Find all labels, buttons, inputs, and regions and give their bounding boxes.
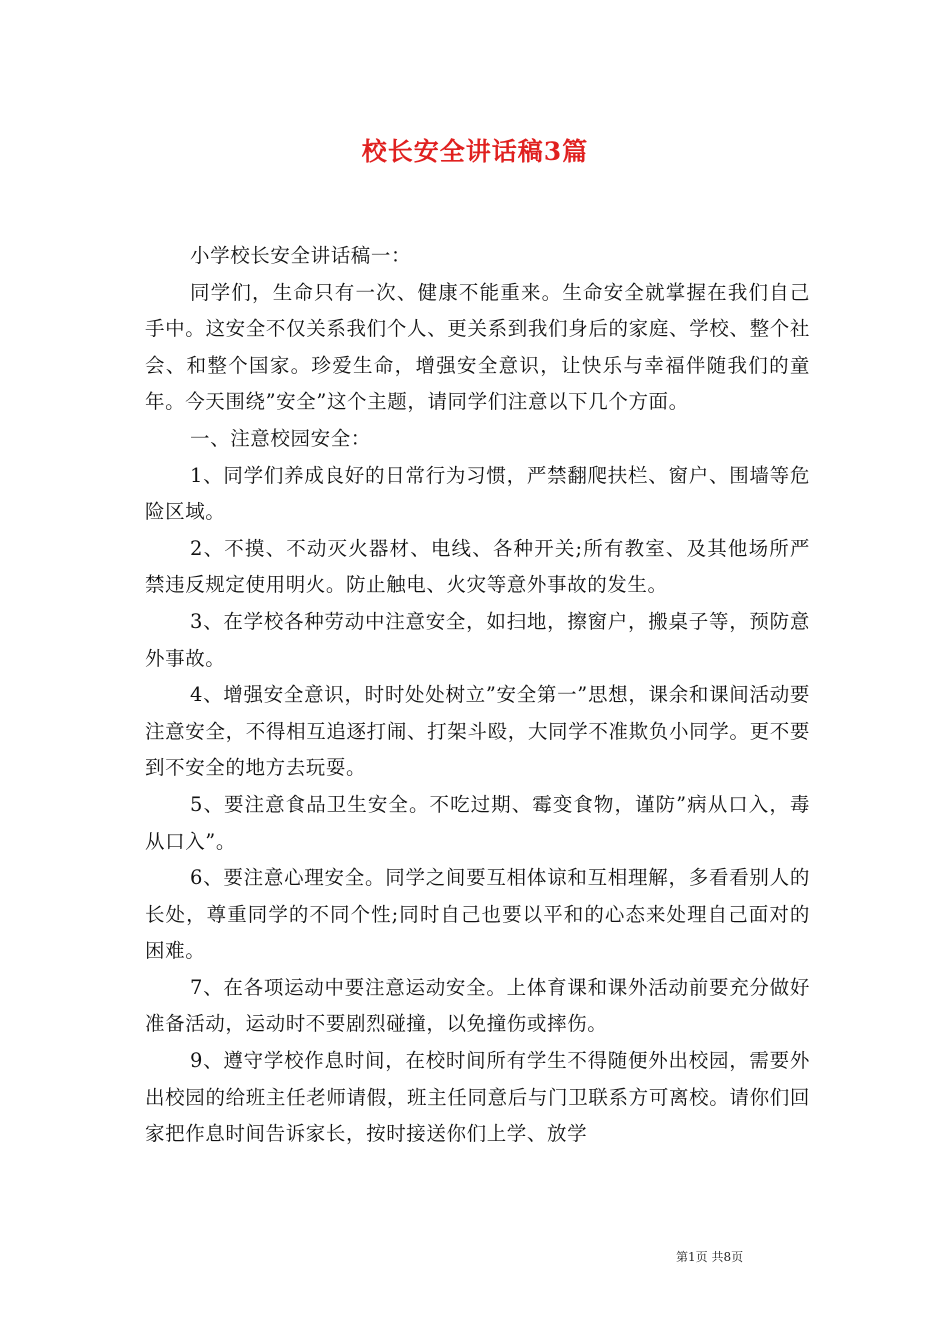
- list-item: 6、要注意心理安全。同学之间要互相体谅和互相理解，多看看别人的长处，尊重同学的不同个性;同时自己也要以平和的心态来处理自己面对的困难。: [145, 866, 810, 963]
- section-heading: 小学校长安全讲话稿一：: [190, 244, 412, 267]
- list-item: 7、在各项运动中要注意运动安全。上体育课和课外活动前要充分做好准备活动，运动时不要剧烈碰撞，以免撞伤或摔伤。: [145, 975, 810, 1036]
- list-item: 3、在学校各种劳动中注意安全，如扫地，擦窗户，搬桌子等，预防意外事故。: [145, 609, 810, 670]
- page-title: 校长安全讲话稿3篇: [361, 137, 589, 166]
- footer-prefix: 第: [676, 1250, 689, 1264]
- footer-suffix: 页: [731, 1250, 744, 1264]
- footer-middle: 页 共: [695, 1250, 724, 1264]
- list-item: 1、同学们养成良好的日常行为习惯，严禁翻爬扶栏、窗户、围墙等危险区域。: [145, 463, 810, 524]
- total-page-count: 8: [723, 1250, 732, 1264]
- document-body: [145, 238, 810, 1153]
- section-heading: 一、注意校园安全：: [190, 426, 371, 450]
- page-footer: [676, 1248, 743, 1265]
- list-item: 4、增强安全意识，时时处处树立”安全第一”思想，课余和课间活动要注意安全，不得相互追逐打闹、打架斗殴，大同学不准欺负小同学。更不要到不安全的地方去玩耍。: [145, 683, 810, 780]
- list-item: 9、遵守学校作息时间，在校时间所有学生不得随便外出校园，需要外出校园的给班主任老师请假，班主任同意后与门卫联系方可离校。请你们回家把作息时间告诉家长，按时接送你们上学、放学: [145, 1049, 810, 1146]
- list-item: 2、不摸、不动灭火器材、电线、各种开关;所有教室、及其他场所严禁违反规定使用明火。防止触电、火灾等意外事故的发生。: [145, 536, 810, 597]
- paragraph: 同学们，生命只有一次、健康不能重来。生命安全就掌握在我们自己手中。这安全不仅关系我们个人、更关系到我们身后的家庭、学校、整个社会、和整个国家。珍爱生命，增强安全意识，让快乐与幸福伴随我们的童年。今天围绕”安全”这个主题，请同学们注意以下几个方面。: [145, 280, 810, 414]
- list-item: 5、要注意食品卫生安全。不吃过期、霉变食物，谨防”病从口入，毒从口入”。: [145, 792, 810, 853]
- current-page-number: 1: [688, 1250, 696, 1264]
